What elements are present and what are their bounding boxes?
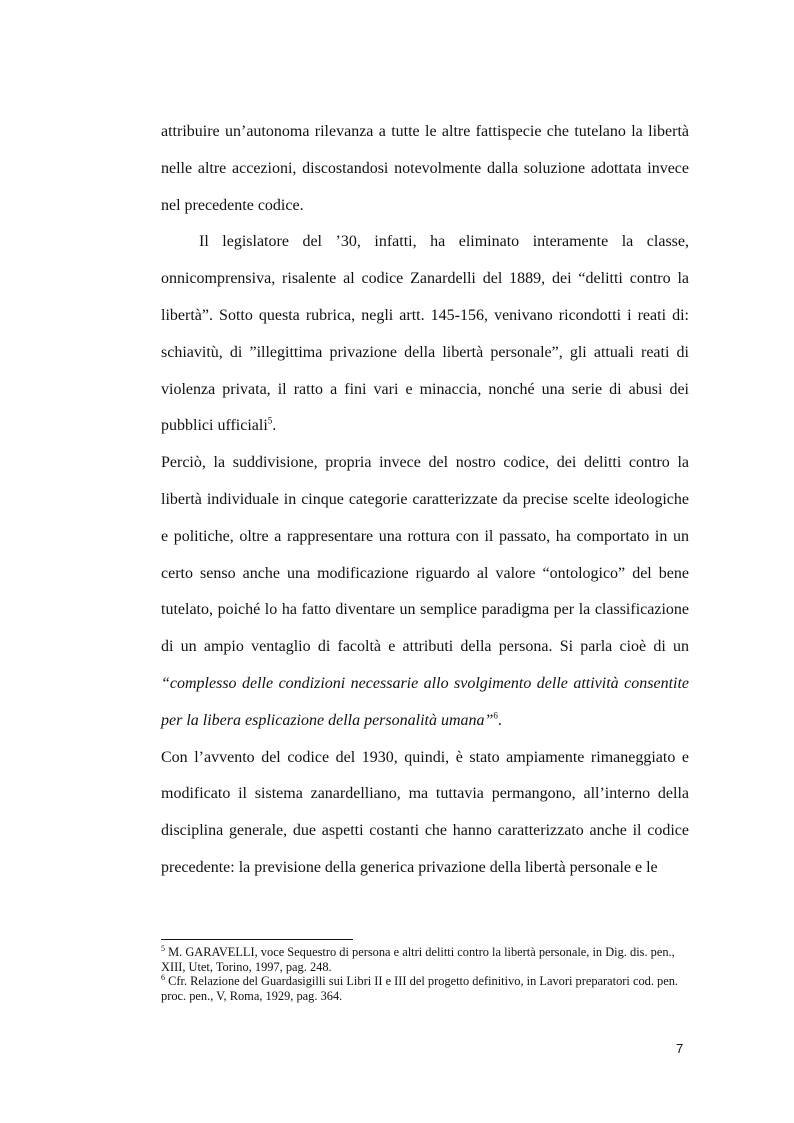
footnote-5: $^5$ M. GARAVELLI, voce Sequestro di persona e altri delitti contro la libertà personale, in Dig. dis. pen., XIII, Utet, Torino, 1997, pag. 248.: [161, 943, 675, 974]
body-text: [161, 114, 689, 887]
page-number: 7: [676, 1041, 684, 1056]
footnotes: [161, 945, 689, 1003]
footnote-ref-6[interactable]: 6: [493, 710, 498, 721]
paragraph-avvento: Con l’avvento del codice del 1930, quindi, è stato ampiamente rimaneggiato e modificato il sistema zanardelliano, ma tuttavia permangono, all’interno della disciplina generale, due aspetti costanti che hanno caratterizzato anche il codice precedente: la previsione della generica privazione della libertà personale e le: [161, 748, 689, 876]
paragraph-legislatore: Il legislatore del ’30, infatti, ha eliminato interamente la classe, onnicomprensiva, risalente al codice Zanardelli del 1889, dei “delitti contro la libertà”. Sotto questa rubrica, negli artt. 145-156, venivano ricondotti i reati di: schiavitù, di ”illegittima privazione della libertà personale”, gli attuali reati di violenza privata, il ratto a fini vari e minaccia, nonché una serie di abusi dei pubblici ufficiali$^5$.: [161, 233, 689, 435]
paragraph-percio: Perciò, la suddivisione, propria invece del nostro codice, dei delitti contro la libertà individuale in cinque categorie caratterizzate da precise scelte ideologiche e politiche, oltre a rappresentare una rottura con il passato, ha comportato in un certo senso anche una modificazione riguardo al valore “ontologico” del bene tutelato, poiché lo ha fatto diventare un semplice paradigma per la classificazione di un ampio ventaglio di facoltà e attributi della persona. Si parla cioè di un “complesso delle condizioni necessarie allo svolgimento delle attività consentite per la libera esplicazione della personalità umana”$^6$.: [161, 454, 689, 729]
footnote-separator: [161, 939, 353, 940]
footnote-ref-5[interactable]: 5: [267, 416, 273, 427]
paragraph-continuation: attribuire un’autonoma rilevanza a tutte le altre fattispecie che tutelano la libertà nelle altre accezioni, discostandosi notevolmente dalla soluzione adottata invece nel precedente codice.: [161, 123, 689, 214]
italic-quotation: “complesso delle condizioni necessarie allo svolgimento delle attività consentite per la libera esplicazione della personalità umana”: [161, 674, 689, 729]
footnote-6: $^6$ Cfr. Relazione del Guardasigilli sui Libri II e III del progetto definitivo, in Lavori preparatori cod. pen. proc. pen., V, Roma, 1929, pag. 364.: [161, 972, 679, 1003]
